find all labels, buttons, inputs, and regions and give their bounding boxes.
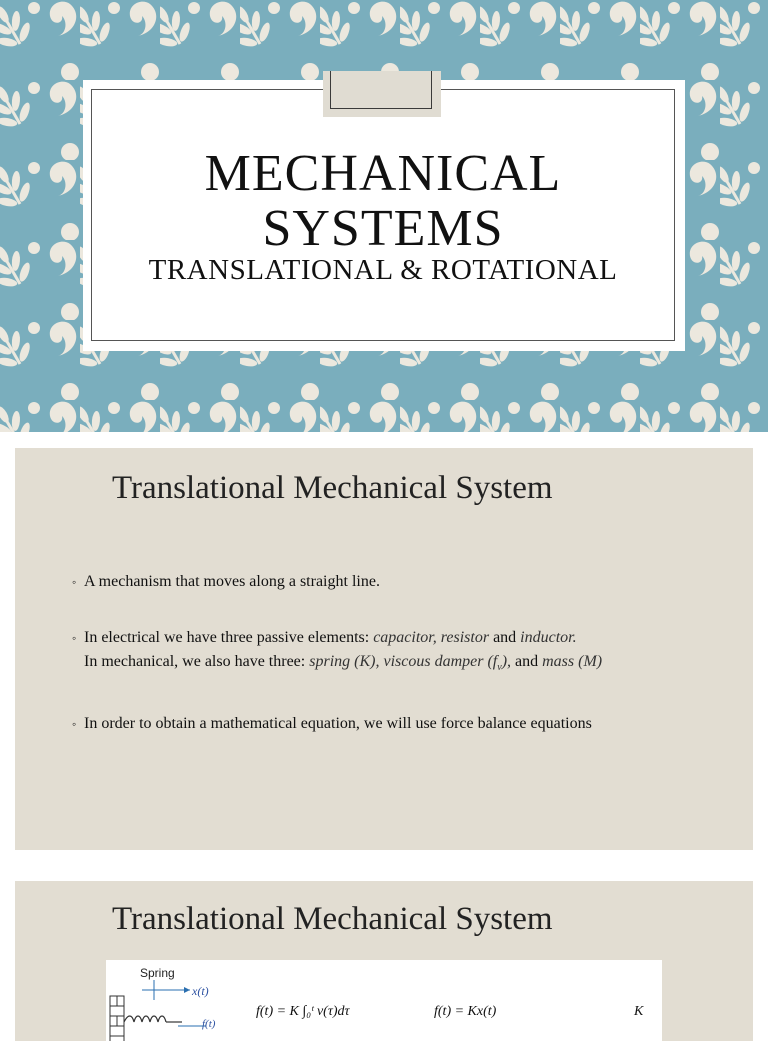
bullet-item: [72, 626, 702, 680]
term-inductor: inductor: [520, 629, 573, 646]
main-title-line1: MECHANICAL: [204, 145, 562, 202]
spring-constant: K: [634, 1004, 644, 1019]
slide-title: Translational Mechanical System: [112, 470, 553, 506]
period: .: [572, 629, 577, 646]
bullet-text: In order to obtain a mathematical equation, we will use force balance equations: [84, 715, 592, 733]
spring-figure: [106, 960, 662, 1041]
term-resistor: resistor: [440, 629, 490, 646]
slide-title: Translational Mechanical System: [112, 901, 553, 937]
equation-linear: f(t) = Kx(t): [434, 1004, 497, 1019]
figure-label-spring: Spring: [140, 966, 175, 980]
conjunction: and: [489, 629, 521, 646]
main-title: [92, 146, 674, 256]
main-title-line2: SYSTEMS: [262, 200, 504, 257]
bullet-item: [72, 570, 702, 594]
term-spring: spring (K): [309, 653, 376, 670]
figure-label-x: x(t): [192, 984, 209, 998]
bullet-text: In electrical we have three passive elements:: [84, 629, 374, 646]
title-card: [83, 80, 685, 351]
figure-label-f: f(t): [202, 1018, 216, 1030]
slide-translational-spring: [15, 881, 753, 1041]
bullet-item: [72, 712, 702, 736]
conjunction: and: [515, 653, 543, 670]
bullet-text: A mechanism that moves along a straight line.: [84, 573, 380, 590]
slide-translational-intro: [15, 448, 753, 850]
term-damper: viscous damper (f: [383, 653, 498, 670]
term-damper-subscript: v: [497, 662, 502, 674]
separator: ,: [432, 629, 441, 646]
title-slide: [0, 0, 768, 432]
bullet-text: In mechanical, we also have three:: [84, 653, 310, 670]
bullet-circle-icon: ◦: [72, 717, 77, 732]
bullet-list: [72, 570, 702, 768]
subtitle: TRANSLATIONAL & ROTATIONAL: [148, 254, 618, 286]
title-tab-decoration: [323, 71, 441, 117]
title-card-border: [91, 89, 675, 341]
equation-integral: f(t) = K ∫₀ᵗ v(τ)dτ: [256, 1004, 350, 1019]
term-mass: mass (M): [542, 653, 603, 670]
title-tab-border: [330, 71, 432, 109]
bullet-circle-icon: ◦: [72, 575, 77, 589]
spring-diagram-icon: [106, 980, 236, 1041]
term-capacitor: capacitor: [373, 629, 433, 646]
bullet-circle-icon: ◦: [72, 631, 77, 645]
separator: ,: [507, 653, 516, 670]
separator: ,: [375, 653, 384, 670]
term-damper-close: ): [501, 653, 508, 670]
